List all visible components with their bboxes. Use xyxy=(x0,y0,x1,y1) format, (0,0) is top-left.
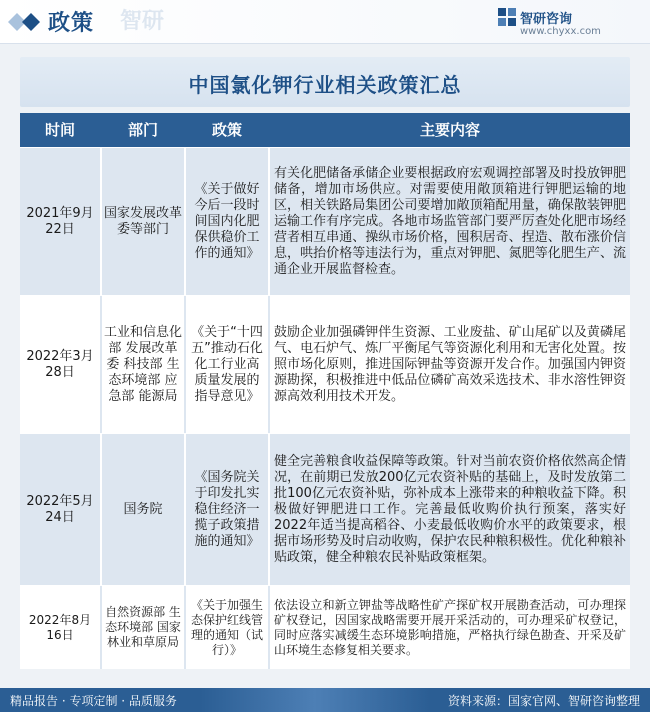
table-row xyxy=(20,147,630,295)
cell-policy: 《关于“十四五”推动石化化工行业高质量发展的指导意见》 xyxy=(191,324,263,404)
cell-content: 鼓励企业加强磷钾伴生资源、工业废盐、矿山尾矿以及黄磷尾气、电石炉气、炼厂平衡尾气等资源化利用和无害化处置。按照市场化原则，推进国际钾盐等资源开发合作。加强国内钾资源勘探，积极推进中低品位磷矿高效采选技术、非水溶性钾资源高效利用技术开发。 xyxy=(274,324,626,404)
cell-time: 2022年8月16日 xyxy=(28,612,92,642)
brand-logo-icon xyxy=(498,8,516,26)
section-title: 政策 xyxy=(48,11,95,36)
table-header-row xyxy=(20,113,630,147)
footer-stripe xyxy=(200,688,430,712)
brand-name: 智研咨询 xyxy=(520,12,573,27)
cell-time: 2022年5月24日 xyxy=(26,493,94,525)
cell-dept: 国务院 xyxy=(123,501,163,517)
page-header xyxy=(0,0,650,44)
brand-url: www.chyxx.com xyxy=(520,26,601,37)
cell-dept: 自然资源部 生态环境部 国家林业和草原局 xyxy=(105,605,181,649)
page-footer xyxy=(0,688,650,712)
table-row xyxy=(20,295,630,433)
double-diamond-icon xyxy=(8,11,44,33)
cell-policy: 《国务院关于印发扎实稳住经济一揽子政策措施的通知》 xyxy=(194,469,260,549)
cell-content: 依法设立和新立钾盐等战略性矿产探矿权开展勘查活动，可办理探矿权登记，因国家战略需要开展开采活动的，可办理采矿权登记，同时应落实减缓生态环境影响措施，严格执行绿色勘查、开采及矿山环境生态修复相关要求。 xyxy=(274,597,626,657)
policy-table xyxy=(20,113,630,669)
table-title: 中国氯化钾行业相关政策汇总 xyxy=(188,73,462,97)
footer-slogan: 精品报告 · 专项定制 · 品质服务 xyxy=(10,694,177,708)
header-policy: 政策 xyxy=(211,121,242,139)
table-row xyxy=(20,433,630,585)
cell-time: 2022年3月28日 xyxy=(26,348,94,380)
watermark-text: 智研 xyxy=(120,9,165,34)
header-time: 时间 xyxy=(44,121,75,139)
cell-content: 健全完善粮食收益保障等政策。针对当前农资价格依然高企情况，在前期已发放200亿元农资补贴的基础上，及时发放第二批100亿元农资补贴，弥补成本上涨带来的种粮收益下降。积极做好钾肥进口工作。完善最低收购价执行预案，落实好2022年适当提高稻谷、小麦最低收购价水平的政策要求，根据市场形势及时启动收购，保护农民种粮积极性。优化种粮补贴政策，健全种粮农民补贴政策框架。 xyxy=(274,453,626,565)
header-content: 主要内容 xyxy=(419,121,480,139)
cell-policy: 《关于做好今后一段时间国内化肥保供稳价工作的通知》 xyxy=(194,181,260,261)
cell-policy: 《关于加强生态保护红线管理的通知（试行）》 xyxy=(190,597,263,657)
header-dept: 部门 xyxy=(127,121,158,139)
footer-source: 资料来源：国家官网、智研咨询整理 xyxy=(447,694,640,708)
cell-dept: 工业和信息化部 发展改革委 科技部 生态环境部 应急部 能源局 xyxy=(104,324,183,404)
cell-dept: 国家发展改革委等部门 xyxy=(104,205,183,237)
table-row xyxy=(20,585,630,669)
cell-time: 2021年9月22日 xyxy=(26,205,94,237)
table-title-banner xyxy=(20,57,630,107)
brand xyxy=(476,6,636,40)
cell-content: 有关化肥储备承储企业要根据政府宏观调控部署及时投放钾肥储备，增加市场供应。对需要使用敞顶箱进行钾肥运输的地区，相关铁路局集团公司要增加敞顶箱配用量，确保散装钾肥运输工作有序完成。各地市场监管部门要严厉查处化肥市场经营者相互串通、操纵市场价格，囤积居奇、捏造、散布涨价信息，哄抬价格等违法行为，重点对钾肥、氮肥等化肥生产、流通企业开展监督检查。 xyxy=(274,165,626,277)
